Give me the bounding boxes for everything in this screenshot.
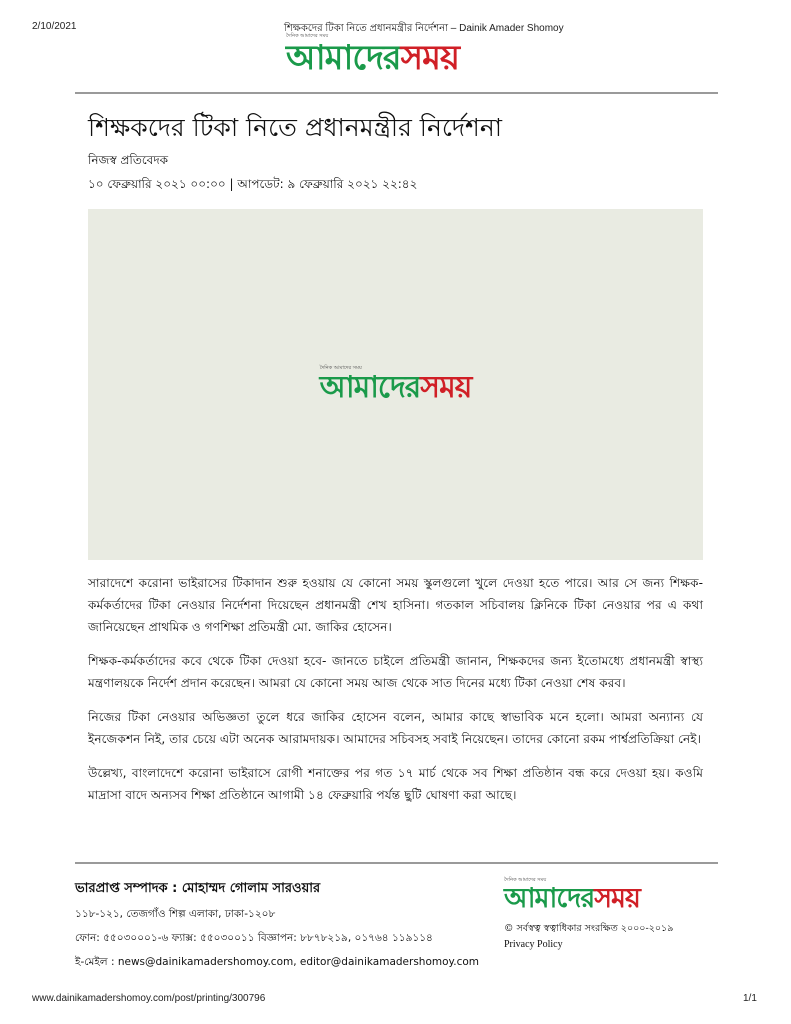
paragraph: সারাদেশে করোনা ভাইরাসের টিকাদান শুরু হওয়ায় যে কোনো সময় স্কুলগুলো খুলে দেওয়া হতে পারে। আর সে জন্য শিক্ষক-কর্মকর্তাদের টিকা নেওয়ার নির্দেশনা দিয়েছেন প্রধানমন্ত্রী শেখ হাসিনা। গতকাল সচিবালয় ক্লিনিকে টিকা নেওয়ার পর এ কথা জানিয়েছেন প্রাথমিক ও গণশিক্ষা প্রতিমন্ত্রী মো. জাকির হোসেন।: [88, 576, 703, 634]
image-logo-part2: সময়: [420, 370, 472, 405]
logo-part2: সময়: [400, 38, 459, 78]
privacy-policy-link[interactable]: Privacy Policy: [504, 939, 563, 950]
print-url: www.dainikamadershomoy.com/post/printing/300796: [32, 993, 266, 1004]
footer-logo-tagline: দৈনিক আমাদের সময়: [504, 877, 547, 883]
print-page-number: 1/1: [743, 993, 757, 1004]
headline: শিক্ষকদের টিকা নিতে প্রধানমন্ত্রীর নির্দেশনা: [88, 113, 503, 142]
header-divider: [75, 92, 718, 94]
footer-address: ১১৮-১২১, তেজগাঁও শিল্প এলাকা, ঢাকা-১২০৮: [75, 908, 276, 920]
footer-logo-part1: আমাদের: [504, 883, 595, 914]
print-page-title: শিক্ষকদের টিকা নিতে প্রধানমন্ত্রীর নির্দেশনা – Dainik Amader Shomoy: [284, 23, 564, 34]
byline: নিজস্ব প্রতিবেদক: [88, 153, 169, 167]
print-date: 2/10/2021: [32, 21, 77, 32]
footer-info: [75, 876, 495, 974]
paragraph: নিজের টিকা নেওয়ার অভিজ্ঞতা তুলে ধরে জাকির হোসেন বলেন, আমার কাছে স্বাভাবিক মনে হলো। আমরা অন্যান্য যে ইনজেকশন নিই, তার চেয়ে এটা অনেক আরামদায়ক। আমাদের সচিবসহ সবাই নিয়েছেন। তাদের কোনো রকম পার্শ্বপ্রতিক্রিয়া নেই।: [88, 710, 703, 746]
copyright: © সর্বস্বত্ব স্বত্বাধিকার সংরক্ষিত ২০০০-২০১৯: [504, 923, 674, 934]
dateline: ১০ ফেব্রুয়ারি ২০২১ ০০:০০ | আপডেট: ৯ ফেব্রুয়ারি ২০২১ ২২:৪২: [88, 177, 418, 191]
footer-divider: [75, 862, 718, 864]
footer-editor: ভারপ্রাপ্ত সম্পাদক : মোহাম্মদ গোলাম সারওয়ার: [75, 881, 321, 896]
footer-email[interactable]: ই-মেইল : news@dainikamadershomoy.com, editor@dainikamadershomoy.com: [75, 956, 479, 968]
image-logo-part1: আমাদের: [319, 370, 421, 405]
paragraph: শিক্ষক-কর্মকর্তাদের কবে থেকে টিকা দেওয়া হবে- জানতে চাইলে প্রতিমন্ত্রী জানান, শিক্ষকদের জন্য ইতোমধ্যে প্রধানমন্ত্রী স্বাস্থ্য মন্ত্রণালয়কে নির্দেশ প্রদান করেছেন। আমরা যে কোনো সময় আজ থেকে সাত দিনের মধ্যে টিকা নেওয়া শেষ করব।: [88, 654, 703, 690]
paragraph: উল্লেখ্য, বাংলাদেশে করোনা ভাইরাসে রোগী শনাক্তের পর গত ১৭ মার্চ থেকে সব শিক্ষা প্রতিষ্ঠান বন্ধ করে দেওয়া হয়। কওমি মাদ্রাসা বাদে অন্যসব শিক্ষা প্রতিষ্ঠানে আগামী ১৪ ফেব্রুয়ারি পর্যন্ত ছুটি ঘোষণা করা আছে।: [88, 766, 703, 802]
footer-logo-part2: সময়: [594, 883, 640, 914]
logo-part1: আমাদের: [286, 38, 401, 78]
footer-phone: ফোন: ৫৫০৩০০০১-৬ ফ্যাক্স: ৫৫০৩০০১১ বিজ্ঞাপন: ৮৮৭৮২১৯, ০১৭৬৪ ১১৯১১৪: [75, 932, 433, 944]
logo-tagline: দৈনিক আমাদের সময়: [286, 33, 329, 39]
footer-logo[interactable]: [504, 878, 640, 912]
site-logo[interactable]: [286, 33, 459, 78]
image-placeholder-logo: [320, 366, 472, 403]
article-body: [88, 572, 703, 818]
article-image: [88, 209, 703, 560]
image-logo-tagline: দৈনিক আমাদের সময়: [319, 365, 362, 371]
